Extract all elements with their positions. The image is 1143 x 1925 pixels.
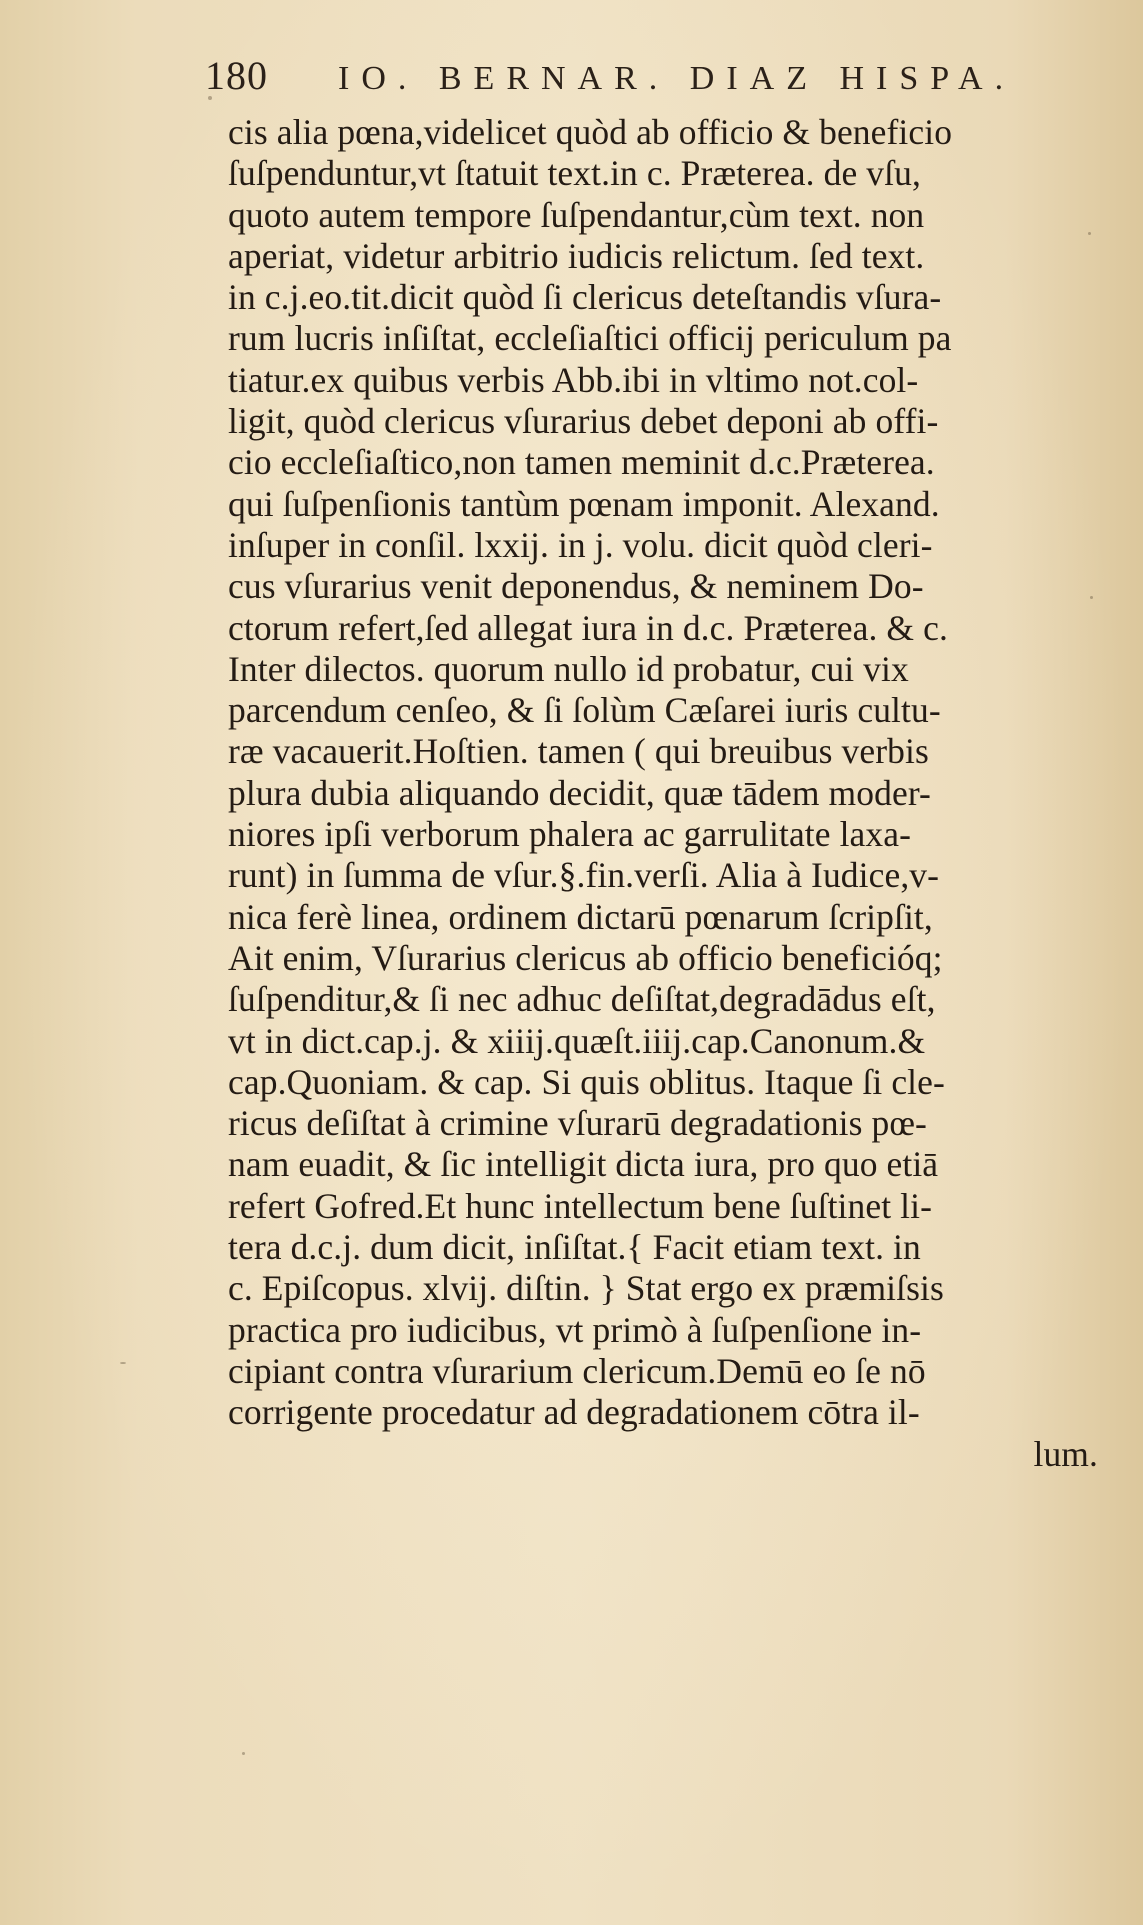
text-line: Inter dilectos. quorum nullo id probatur, cui vix [228,648,909,689]
paper-speck [120,1362,126,1364]
paper-speck [208,96,212,100]
body-text [228,112,1118,1475]
text-line: ræ vacauerit.Hoſtien. tamen ( qui breuibus verbis [228,731,929,772]
text-line: rum lucris inſiſtat, eccleſiaſtici officij periculum pa [228,318,952,359]
text-line: nam euadit, & ſic intelligit dicta iura, pro quo etiā [228,1144,939,1185]
text-line: practica pro iudicibus, vt primò à ſuſpenſione in- [228,1309,922,1350]
text-line: cipiant contra vſurarium clericum.Demū eo ſe nō [228,1350,926,1391]
paper-speck [1090,596,1093,599]
text-line: ctorum refert,ſed allegat iura in d.c. Præterea. & c. [228,607,948,648]
text-line: Ait enim, Vſurarius clericus ab officio beneficióq; [228,937,943,978]
text-line: corrigente procedatur ad degradationem cōtra il- [228,1392,920,1433]
text-line: refert Gofred.Et hunc intellectum bene ſuſtinet li- [228,1185,932,1226]
text-line: ricus deſiſtat à crimine vſurarū degradationis pœ- [228,1103,927,1144]
text-line: ſuſpenditur,& ſi nec adhuc deſiſtat,degradādus eſt, [228,979,936,1020]
text-line: ſuſpenduntur,vt ſtatuit text.in c. Præterea. de vſu, [228,153,921,194]
text-line: tera d.c.j. dum dicit, inſiſtat.{ Facit etiam text. in [228,1227,921,1268]
text-line: c. Epiſcopus. xlvij. diſtin. } Stat ergo ex præmiſsis [228,1268,944,1309]
text-line: ligit, quòd clericus vſurarius debet deponi ab offi- [228,401,939,442]
text-line: qui ſuſpenſionis tantùm pœnam imponit. Alexand. [228,483,940,524]
running-head [205,52,1025,112]
text-line: cis alia pœna,videlicet quòd ab officio & beneficio [228,112,953,152]
text-line: nica ferè linea, ordinem dictarū pœnarum ſcripſit, [228,896,933,937]
text-line: quoto autem tempore ſuſpendantur,cùm text. non [228,194,925,235]
text-line: vt in dict.cap.j. & xiiij.quæſt.iiij.cap.Canonum.& [228,1020,926,1061]
running-head-title: IO. BERNAR. DIAZ HISPA. [338,60,1016,97]
text-line: runt) in ſumma de vſur.§.fin.verſi. Alia à Iudice,v- [228,855,940,896]
text-line-final: lum. [1033,1433,1098,1474]
text-line: cus vſurarius venit deponendus, & neminem Do- [228,566,924,607]
page-number: 180 [205,53,268,98]
text-line: niores ipſi verborum phalera ac garrulitate laxa- [228,814,912,855]
text-line: plura dubia aliquando decidit, quæ tādem moder- [228,772,931,813]
paper-speck [242,1752,245,1755]
text-line: aperiat, videtur arbitrio iudicis relictum. ſed text. [228,235,925,276]
text-line: in c.j.eo.tit.dicit quòd ſi clericus deteſtandis vſura- [228,277,942,318]
text-line: tiatur.ex quibus verbis Abb.ibi in vltimo not.col- [228,359,919,400]
text-line: parcendum cenſeo, & ſi ſolùm Cæſarei iuris cultu- [228,690,941,731]
text-line: cio eccleſiaſtico,non tamen meminit d.c.Præterea. [228,442,935,483]
paper-speck [1088,232,1091,235]
text-line: cap.Quoniam. & cap. Si quis oblitus. Itaque ſi cle- [228,1061,945,1102]
text-line: inſuper in conſil. lxxij. in j. volu. dicit quòd cleri- [228,524,933,565]
